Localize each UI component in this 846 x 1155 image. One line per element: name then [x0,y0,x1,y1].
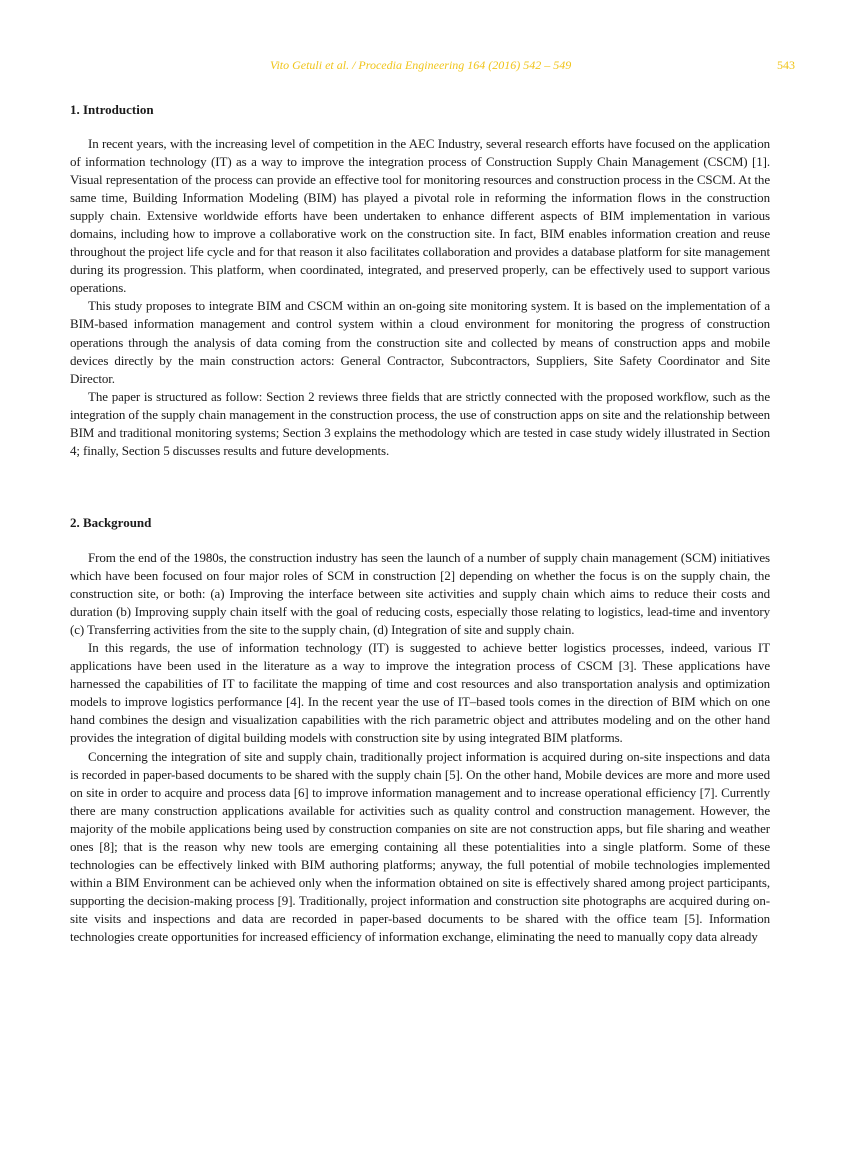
section-heading-background: 2. Background [70,515,152,530]
background-paragraph-2: In this regards, the use of information technology (IT) is suggested to achieve better logistics processes, indeed, various IT applications have been used in the literature as a way to improve the integration process of CSCM [3]. These applications have harnessed the capabilities of IT to facilitate the mapping of time and cost resources and also transportation analysis and optimization models to improve logistics performance [4]. In the recent year the use of IT–based tools comes in the direction of BIM which on one hand combines the design and visualization capabilities with the rich parametric object and attributes modeling and on the other hand provides the integration of digital building models with construction site by using integrated BIM platforms. [70,640,770,746]
section-introduction-body [70,135,770,460]
introduction-paragraph-2: This study proposes to integrate BIM and CSCM within an on-going site monitoring system. It is based on the implementation of a BIM-based information management and control system within a cloud environment for monitoring the progress of construction operations through the analysis of data coming from the construction site and collected by means of construction apps and mobile devices directly by the main construction actors: General Contractor, Subcontractors, Suppliers, Site Safety Coordinator and Site Director. [70,298,770,386]
page-number: 543 [777,58,795,72]
section-background-body [70,549,770,946]
introduction-paragraph-1: In recent years, with the increasing level of competition in the AEC Industry, several research efforts have focused on the application of information technology (IT) as a way to improve the integration process of Construction Supply Chain Management (CSCM) [1]. Visual representation of the process can provide an effective tool for monitoring resources and construction process in the CSCM. At the same time, Building Information Modeling (BIM) has played a pivotal role in reforming the information flows in the construction supply chain. Extensive worldwide efforts have been undertaken to enhance different aspects of BIM implementation in various domains, including how to improve a collaborative work on the construction site. In fact, BIM enables information creation and reuse throughout the project life cycle and for that reason it also facilitates collaboration and provides a database platform for site management during its progression. This platform, when coordinated, integrated, and preserved properly, can be effectively used to support various operations. [70,136,770,296]
section-heading-introduction: 1. Introduction [70,102,154,117]
background-paragraph-1: From the end of the 1980s, the construction industry has seen the launch of a number of supply chain management (SCM) initiatives which have been focused on four major roles of SCM in construction [2] depending on whether the focus is on the supply chain, the construction site, or both: (a) Improving the interface between site activities and supply chain which aims to reduce their costs and duration (b) Improving supply chain itself with the goal of reducing costs, especially those relating to logistics, lead-time and inventory (c) Transferring activities from the site to the supply chain, (d) Integration of site and supply chain. [70,550,770,638]
background-paragraph-3: Concerning the integration of site and supply chain, traditionally project information is acquired during on-site inspections and data is recorded in paper-based documents to be shared with the supply chain [5]. On the other hand, Mobile devices are more and more used on site in order to acquire and process data [6] to improve information management and to increase operational efficiency [7]. Currently there are many construction applications available for activities such as quality control and construction management. However, the majority of the mobile applications being used by construction companies on site are not construction apps, but file sharing and weather ones [8]; that is the reason why new tools are emerging containing all these potentialities into a single platform. Some of these technologies can be effectively linked with BIM authoring platforms; anyway, the full potential of mobile technologies implemented within a BIM Environment can be achieved only when the information obtained on site is effectively shared among project participants, supporting the decision-making process [9]. Traditionally, project information and construction site photographs are acquired during on-site visits and inspections and data are recorded in paper-based documents to be shared with the office team [5]. Information technologies create opportunities for increased efficiency of information exchange, eliminating the need to manually copy data already [70,748,770,944]
running-header [70,58,795,74]
introduction-paragraph-3: The paper is structured as follow: Section 2 reviews three fields that are strictly connected with the proposed workflow, such as the integration of the supply chain management in the construction process, the use of construction apps on site and the relationship between BIM and traditional monitoring systems; Section 3 explains the methodology which are tested in case study widely illustrated in Section 4; finally, Section 5 discusses results and future developments. [70,388,770,458]
header-citation: Vito Getuli et al. / Procedia Engineering 164 (2016) 542 – 549 [270,58,572,72]
